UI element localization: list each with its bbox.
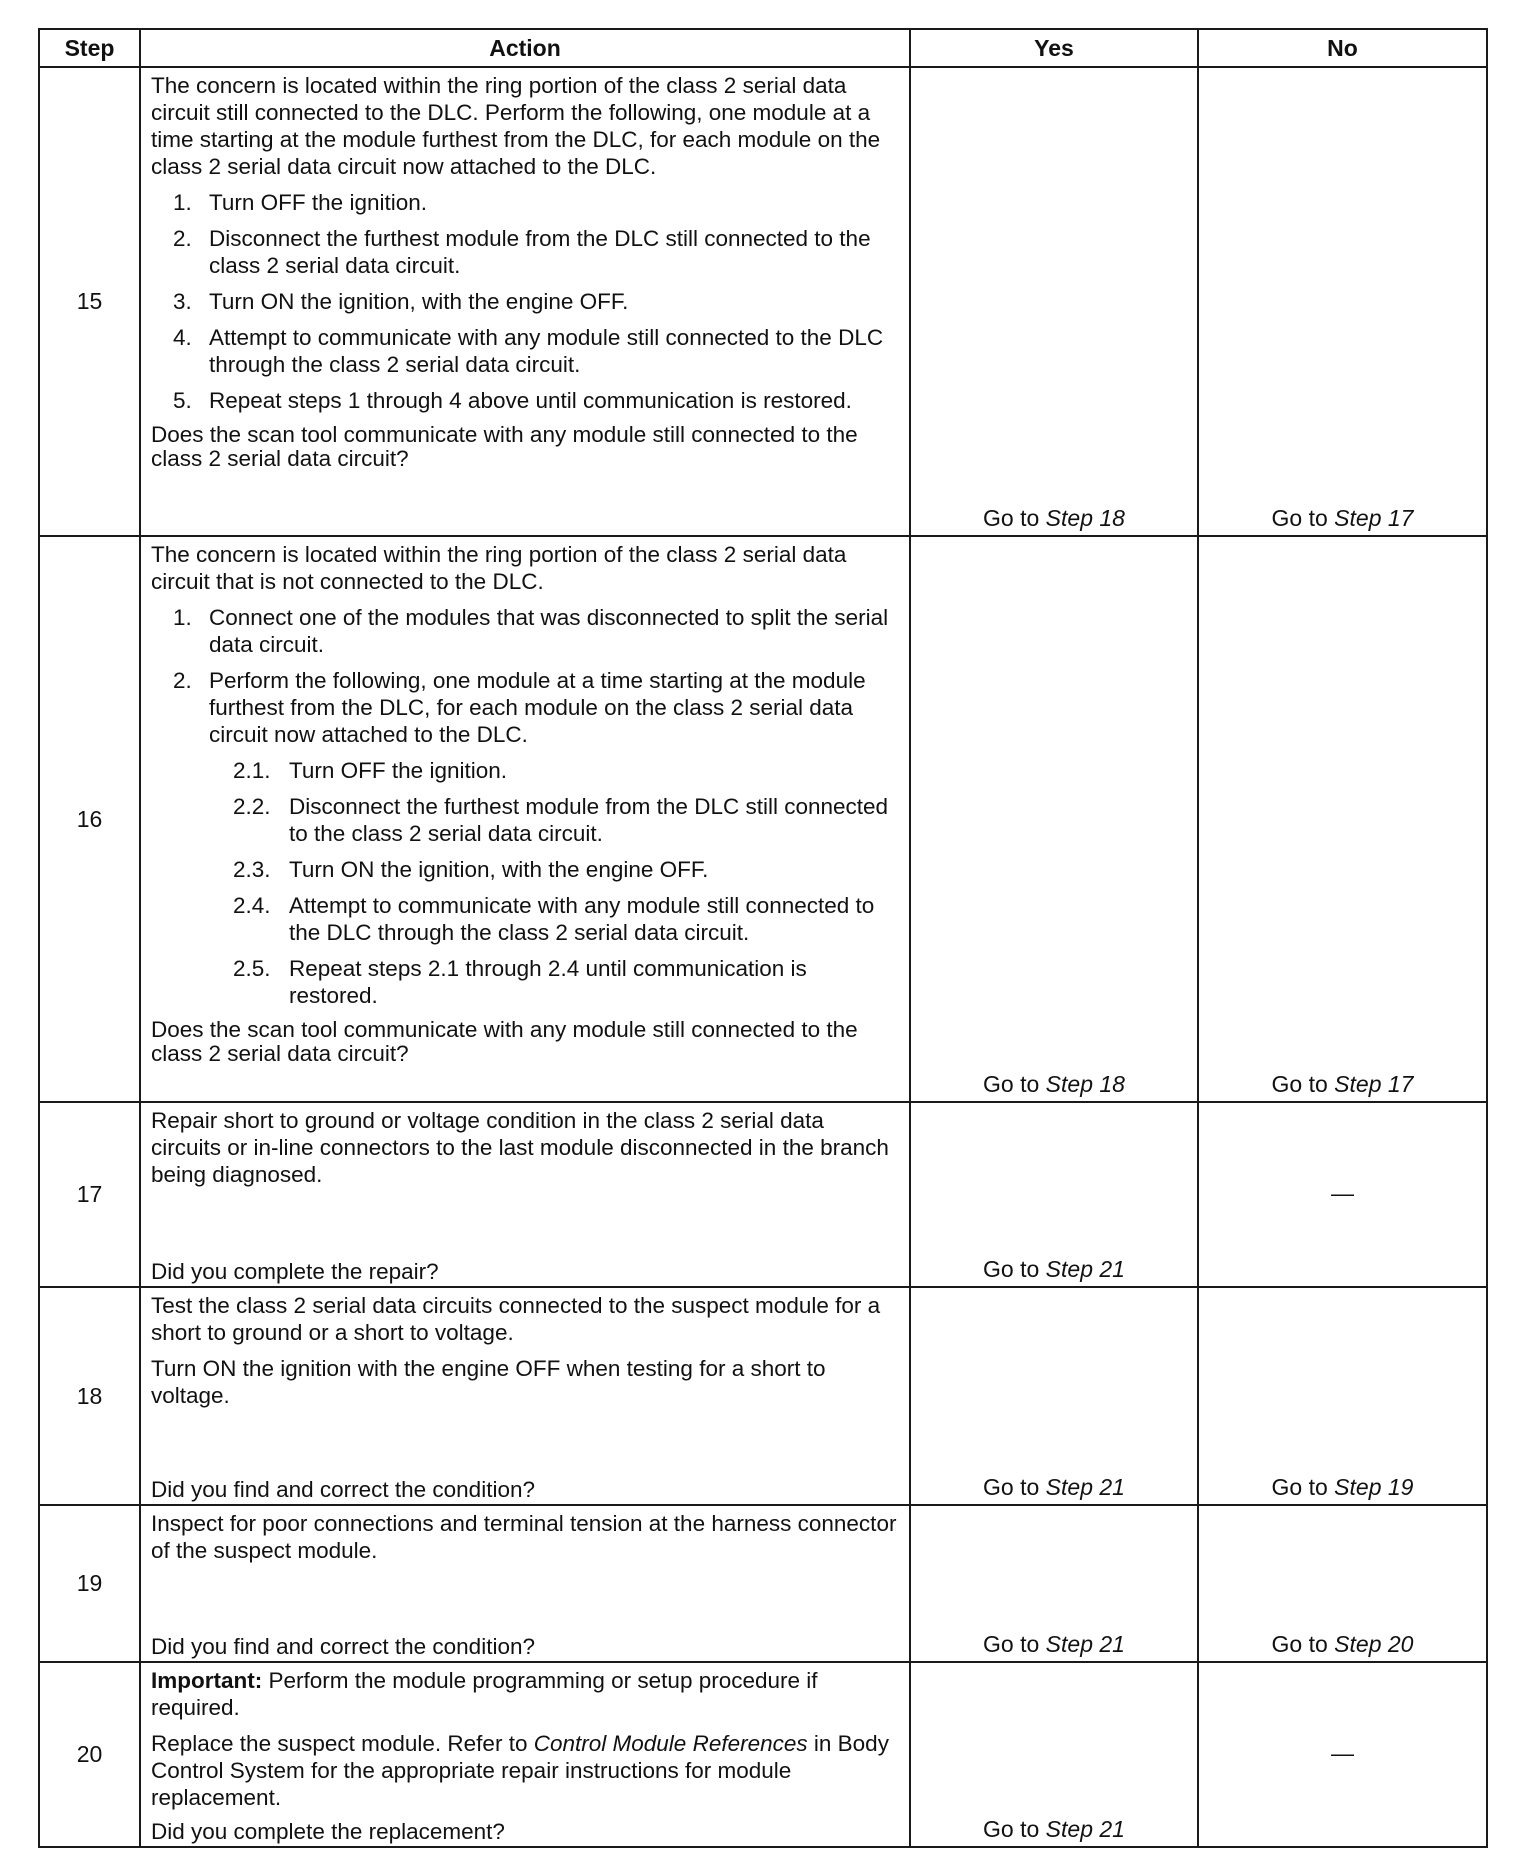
action-cell xyxy=(140,1662,910,1847)
important-note: Important: Perform the module programming or setup procedure if required. xyxy=(151,1668,818,1720)
step-number: 18 xyxy=(39,1287,140,1505)
yes-cell: Go to Step 21 xyxy=(910,1102,1198,1287)
action-cell xyxy=(140,536,910,1102)
action-question: Did you complete the replacement? xyxy=(151,1819,505,1844)
procedure-table xyxy=(38,28,1488,1848)
action-question: Did you find and correct the condition? xyxy=(151,1634,535,1659)
header-action: Action xyxy=(140,29,910,67)
table-row-step-16 xyxy=(39,536,1487,1102)
table-row-step-18 xyxy=(39,1287,1487,1505)
table-row-step-20 xyxy=(39,1662,1487,1847)
table-row-step-15 xyxy=(39,67,1487,536)
sub-list-item: 2.5. Repeat steps 2.1 through 2.4 until communication is restored. xyxy=(233,956,807,1008)
action-intro: Repair short to ground or voltage condition in the class 2 serial data circuits or in-line connectors to the last module disconnected in the branch being diagnosed. xyxy=(151,1108,889,1187)
list-item: 1. Turn OFF the ignition. xyxy=(173,190,428,215)
header-no: No xyxy=(1198,29,1487,67)
no-cell xyxy=(1198,1102,1487,1287)
action-question: Does the scan tool communicate with any module still connected to the class 2 serial data circuit? xyxy=(151,422,858,471)
header-step: Step xyxy=(39,29,140,67)
yes-step-link: Step 21 xyxy=(1045,1631,1125,1657)
sub-list-item: 2.2. Disconnect the furthest module from the DLC still connected to the class 2 serial data circuit. xyxy=(233,794,889,846)
list-item: 1. Connect one of the modules that was disconnected to split the serial data circuit. xyxy=(173,605,889,657)
yes-step-link: Step 21 xyxy=(1045,1474,1125,1500)
action-question: Did you complete the repair? xyxy=(151,1259,439,1284)
step-number: 19 xyxy=(39,1505,140,1662)
sub-list-item: 2.1. Turn OFF the ignition. xyxy=(233,758,508,783)
list-item: 4. Attempt to communicate with any module still connected to the DLC through the class 2 serial data circuit. xyxy=(173,325,884,377)
list-item: 5. Repeat steps 1 through 4 above until communication is restored. xyxy=(173,388,852,413)
no-result-dash: — xyxy=(1331,1179,1354,1206)
table-row-step-19 xyxy=(39,1505,1487,1662)
important-label: Important: xyxy=(151,1668,263,1693)
yes-step-link: Step 21 xyxy=(1045,1816,1125,1842)
action-intro: The concern is located within the ring portion of the class 2 serial data circuit still connected to the DLC. Perform the following, one module at a time starting at the module furthest from the DLC, for each module on the class 2 serial data circuit now attached to the DLC. xyxy=(151,73,881,179)
yes-step-link: Step 21 xyxy=(1045,1256,1125,1282)
table-row-step-17 xyxy=(39,1102,1487,1287)
yes-cell: Go to Step 21 xyxy=(910,1505,1198,1662)
action-note: Turn ON the ignition with the engine OFF when testing for a short to voltage. xyxy=(151,1356,826,1408)
action-question: Did you find and correct the condition? xyxy=(151,1477,535,1502)
no-result-dash: — xyxy=(1331,1739,1354,1766)
sub-list-item: 2.3. Turn ON the ignition, with the engine OFF. xyxy=(233,857,709,882)
step-number: 16 xyxy=(39,536,140,1102)
reference-title: Control Module References xyxy=(533,1731,808,1756)
header-row xyxy=(39,29,1487,67)
action-cell xyxy=(140,1505,910,1662)
action-intro: The concern is located within the ring portion of the class 2 serial data circuit that is not connected to the DLC. xyxy=(151,542,847,594)
no-step-link: Step 20 xyxy=(1334,1631,1414,1657)
no-step-link: Step 19 xyxy=(1334,1474,1414,1500)
no-cell: Go to Step 20 xyxy=(1198,1505,1487,1662)
sub-list-item: 2.4. Attempt to communicate with any module still connected to the DLC through the class 2 serial data circuit. xyxy=(233,893,875,945)
no-cell: Go to Step 17 xyxy=(1198,536,1487,1102)
step-number: 17 xyxy=(39,1102,140,1287)
action-cell xyxy=(140,1287,910,1505)
no-cell xyxy=(1198,1662,1487,1847)
list-item: 2. Disconnect the furthest module from the DLC still connected to the class 2 serial data circuit. xyxy=(173,226,871,278)
no-cell: Go to Step 17 xyxy=(1198,67,1487,536)
action-cell xyxy=(140,1102,910,1287)
action-intro: Inspect for poor connections and terminal tension at the harness connector of the suspect module. xyxy=(151,1511,897,1563)
yes-cell: Go to Step 21 xyxy=(910,1662,1198,1847)
replace-instruction: Replace the suspect module. Refer to Control Module References in Body Control System for the appropriate repair instructions for module replacement. xyxy=(151,1731,889,1810)
no-step-link: Step 17 xyxy=(1334,505,1414,531)
header-yes: Yes xyxy=(910,29,1198,67)
yes-step-link: Step 18 xyxy=(1045,505,1125,531)
no-step-link: Step 17 xyxy=(1334,1071,1414,1097)
no-cell: Go to Step 19 xyxy=(1198,1287,1487,1505)
yes-cell: Go to Step 18 xyxy=(910,536,1198,1102)
action-question: Does the scan tool communicate with any module still connected to the class 2 serial data circuit? xyxy=(151,1017,858,1066)
action-cell xyxy=(140,67,910,536)
list-item: 3. Turn ON the ignition, with the engine OFF. xyxy=(173,289,629,314)
step-number: 15 xyxy=(39,67,140,536)
yes-cell: Go to Step 18 xyxy=(910,67,1198,536)
yes-step-link: Step 18 xyxy=(1045,1071,1125,1097)
step-number: 20 xyxy=(39,1662,140,1847)
list-item: 2. Perform the following, one module at a time starting at the module furthest from the DLC, for each module on the class 2 serial data circuit now attached to the DLC. xyxy=(173,668,866,747)
action-intro: Test the class 2 serial data circuits connected to the suspect module for a short to ground or a short to voltage. xyxy=(151,1293,881,1345)
yes-cell: Go to Step 21 xyxy=(910,1287,1198,1505)
